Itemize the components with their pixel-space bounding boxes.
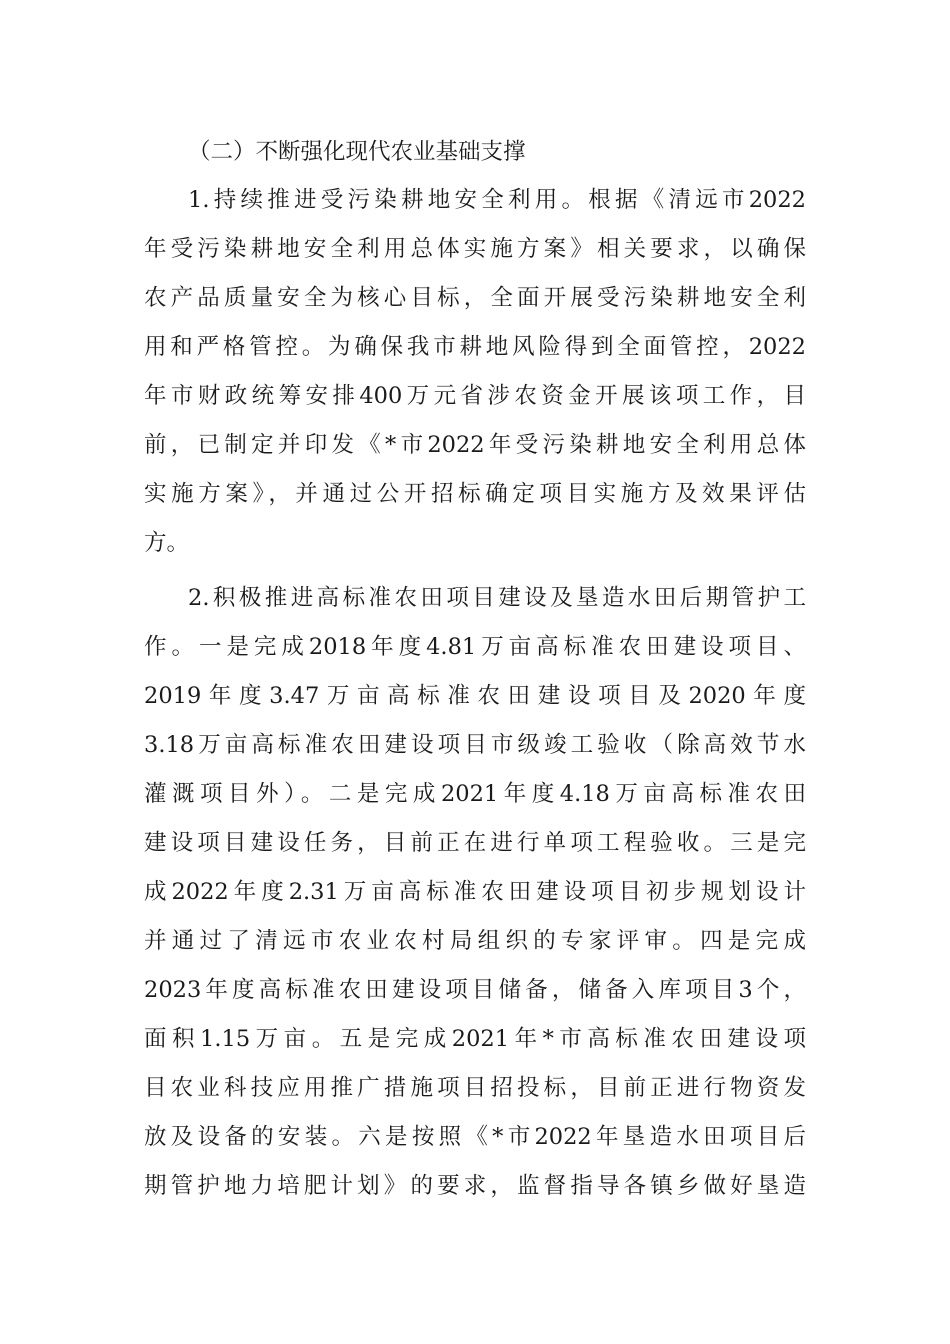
paragraph-line: 放及设备的安装。六是按照《*市2022年垦造水田项目后 bbox=[144, 1124, 806, 1150]
paragraph-line: 年受污染耕地安全利用总体实施方案》相关要求，以确保 bbox=[144, 236, 806, 262]
paragraph-line: 期管护地力培肥计划》的要求，监督指导各镇乡做好垦造 bbox=[144, 1173, 806, 1199]
paragraph-line: 2.积极推进高标准农田项目建设及垦造水田后期管护工 bbox=[188, 585, 806, 611]
paragraph-line: 用和严格管控。为确保我市耕地风险得到全面管控，2022 bbox=[144, 334, 806, 360]
paragraph-line: 目农业科技应用推广措施项目招投标，目前正进行物资发 bbox=[144, 1075, 806, 1101]
paragraph-line: 建设项目建设任务，目前正在进行单项工程验收。三是完 bbox=[144, 830, 806, 856]
paragraph-line: 灌溉项目外）。二是完成2021年度4.18万亩高标准农田 bbox=[144, 781, 806, 807]
paragraph-line: 面积1.15万亩。五是完成2021年*市高标准农田建设项 bbox=[144, 1026, 806, 1052]
paragraph-line: 1.持续推进受污染耕地安全利用。根据《清远市2022 bbox=[188, 187, 806, 213]
paragraph-line: 2019年度3.47万亩高标准农田建设项目及2020年度 bbox=[144, 683, 806, 709]
paragraph-line: 方。 bbox=[144, 530, 190, 556]
paragraph-line: 3.18万亩高标准农田建设项目市级竣工验收（除高效节水 bbox=[144, 732, 806, 758]
paragraph-line: 作。一是完成2018年度4.81万亩高标准农田建设项目、 bbox=[144, 634, 806, 660]
paragraph-line: 实施方案》，并通过公开招标确定项目实施方及效果评估 bbox=[144, 481, 806, 507]
paragraph-line: 农产品质量安全为核心目标，全面开展受污染耕地安全利 bbox=[144, 285, 806, 311]
paragraph-line: 前，已制定并印发《*市2022年受污染耕地安全利用总体 bbox=[144, 432, 806, 458]
paragraph-line: 年市财政统筹安排400万元省涉农资金开展该项工作，目 bbox=[144, 383, 806, 409]
paragraph-line: 2023年度高标准农田建设项目储备，储备入库项目3个， bbox=[144, 977, 806, 1003]
paragraph-line: 并通过了清远市农业农村局组织的专家评审。四是完成 bbox=[144, 928, 806, 954]
section-heading: （二）不断强化现代农业基础支撑 bbox=[188, 139, 526, 165]
paragraph-line: 成2022年度2.31万亩高标准农田建设项目初步规划设计 bbox=[144, 879, 806, 905]
